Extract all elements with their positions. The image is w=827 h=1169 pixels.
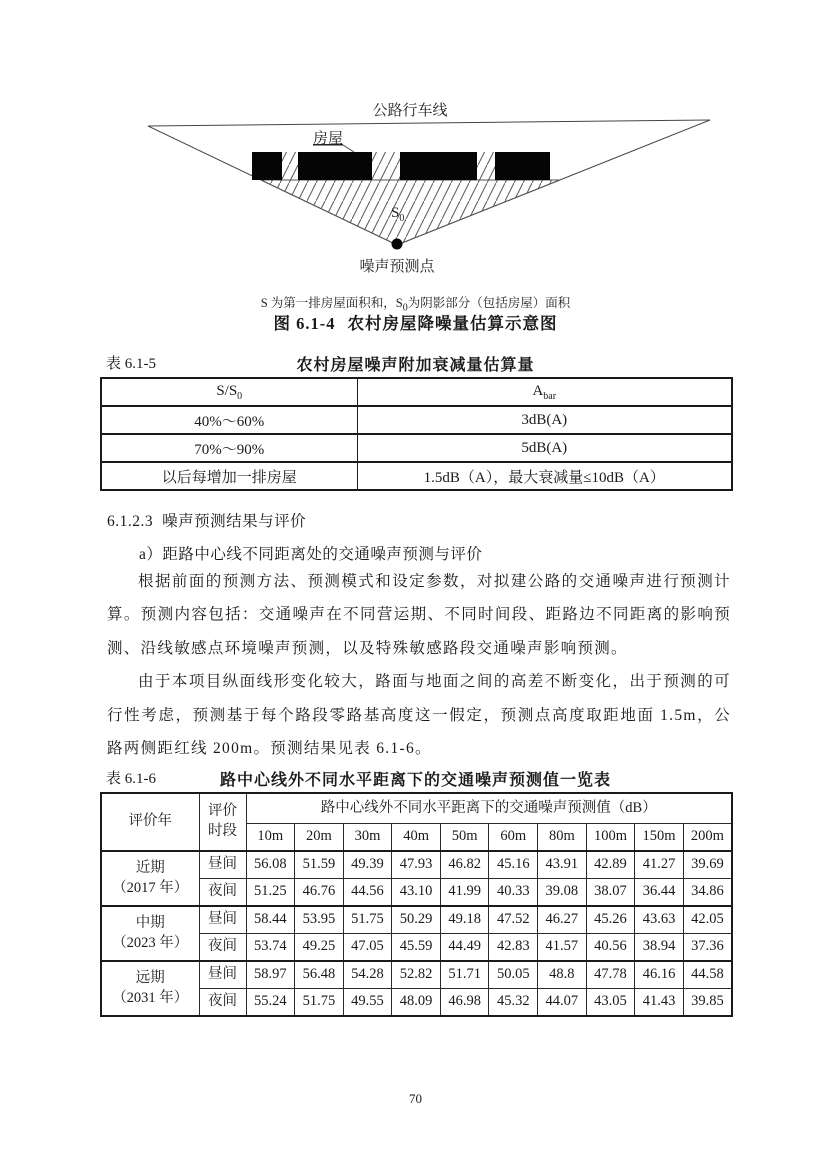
t2-value: 53.74: [246, 934, 295, 962]
paragraph: 由于本项目纵面线形变化较大，路面与地面之间的高差不断变化，出于预测的可行性考虑，预测基于每个路段零路基高度这一假定，预测点高度取距地面 1.5m，公路两侧距红线 200m。预测结果见表 6.1-6。: [107, 673, 731, 758]
t2-period-cell: 夜间: [199, 934, 246, 962]
t2-value: 36.44: [635, 879, 684, 907]
table-header-row: [101, 793, 732, 824]
table-row: [101, 462, 732, 490]
t2-value: 41.43: [635, 989, 684, 1017]
table1-caption: [100, 352, 731, 374]
t2-period-cell: 昼间: [199, 851, 246, 879]
t2-value: 48.09: [392, 989, 441, 1017]
t1-value: 5dB(A): [357, 434, 732, 462]
t2-value: 45.16: [489, 851, 538, 879]
t2-period-cell: 昼间: [199, 906, 246, 934]
t2-value: 40.56: [586, 934, 635, 962]
t2-distance: 40m: [392, 824, 441, 852]
t2-distance: 80m: [538, 824, 587, 852]
t2-distance: 10m: [246, 824, 295, 852]
t2-value: 45.32: [489, 989, 538, 1017]
t2-value: 56.48: [295, 961, 344, 989]
t2-value: 41.99: [440, 879, 489, 907]
table-row: [101, 851, 732, 879]
t2-value: 49.25: [295, 934, 344, 962]
t2-value: 51.71: [440, 961, 489, 989]
t1-header-abar: $A_{bar}$: [357, 378, 732, 406]
paragraph: 根据前面的预测方法、预测模式和设定参数，对拟建公路的交通噪声进行预测计算。预测内容包括：交通噪声在不同营运期、不同时间段、距路边不同距离的影响预测、沿线敏感点环境噪声预测，以及特殊敏感路段交通噪声影响预测。: [107, 573, 731, 657]
t2-value: 45.26: [586, 906, 635, 934]
t2-value: 55.24: [246, 989, 295, 1017]
t2-value: 37.36: [683, 934, 732, 962]
t2-distance: 150m: [635, 824, 684, 852]
t2-value: 46.98: [440, 989, 489, 1017]
t2-value: 45.59: [392, 934, 441, 962]
traffic-noise-prediction-table: [100, 792, 733, 1017]
attenuation-table: [100, 377, 733, 491]
house-rect: [495, 152, 550, 180]
t2-value: 49.18: [440, 906, 489, 934]
table-row: [101, 406, 732, 434]
t2-distance: 20m: [295, 824, 344, 852]
section-heading: [107, 509, 306, 531]
t2-value: 41.57: [538, 934, 587, 962]
t2-value: 42.89: [586, 851, 635, 879]
t2-value: 49.55: [343, 989, 392, 1017]
table2-title: 路中心线外不同水平距离下的交通噪声预测值一览表: [219, 772, 611, 789]
table2-number: 表 6.1-6: [106, 771, 156, 787]
t2-year-cell: 远期 （2031 年）: [101, 961, 199, 1016]
noise-point-dot: [392, 239, 403, 250]
table1-title: 农村房屋噪声附加衰减量估算量: [296, 357, 535, 374]
figure-note: S 为第一排房屋面积和，$S_0$为阴影部分（包括房屋）面积: [260, 296, 571, 314]
t2-value: 42.05: [683, 906, 732, 934]
t2-value: 39.85: [683, 989, 732, 1017]
t2-value: 58.97: [246, 961, 295, 989]
t2-value: 44.58: [683, 961, 732, 989]
t2-value: 51.59: [295, 851, 344, 879]
t2-value: 39.69: [683, 851, 732, 879]
t2-header-span: 路中心线外不同水平距离下的交通噪声预测值（dB）: [246, 793, 732, 824]
t2-value: 38.07: [586, 879, 635, 907]
t2-value: 41.27: [635, 851, 684, 879]
t2-value: 40.33: [489, 879, 538, 907]
t2-header-period: 评价 时段: [199, 793, 246, 851]
house-rect: [252, 152, 282, 180]
t2-period-cell: 昼间: [199, 961, 246, 989]
t1-range: 40%～60%: [101, 406, 357, 434]
t2-value: 44.56: [343, 879, 392, 907]
t2-value: 52.82: [392, 961, 441, 989]
t1-range: 70%～90%: [101, 434, 357, 462]
t2-header-year: 评价年: [101, 793, 199, 851]
table2-caption: [100, 767, 731, 789]
t1-value: 1.5dB（A），最大衰减量≤10dB（A）: [357, 462, 732, 490]
road-line-label: 公路行车线: [372, 103, 448, 119]
table-row: [101, 961, 732, 989]
t2-value: 46.27: [538, 906, 587, 934]
t2-value: 39.08: [538, 879, 587, 907]
road-line: [148, 120, 710, 126]
section-title: 噪声预测结果与评价: [162, 513, 307, 530]
t2-period-cell: 夜间: [199, 989, 246, 1017]
section-item-a: a）距路中心线不同距离处的交通噪声预测与评价: [139, 546, 483, 563]
noise-reduction-schematic: [100, 93, 731, 285]
house-leader-line: [343, 145, 354, 152]
house-rect: [400, 152, 477, 180]
page-number: 70: [409, 1091, 422, 1106]
t2-value: 53.95: [295, 906, 344, 934]
t2-distance: 200m: [683, 824, 732, 852]
t2-period-cell: 夜间: [199, 879, 246, 907]
t2-value: 50.05: [489, 961, 538, 989]
t2-value: 44.49: [440, 934, 489, 962]
house-rect: [298, 152, 372, 180]
table1-number: 表 6.1-5: [106, 356, 156, 372]
t2-value: 54.28: [343, 961, 392, 989]
t2-value: 47.52: [489, 906, 538, 934]
t2-distance: 30m: [343, 824, 392, 852]
table-row: [101, 378, 732, 406]
t2-distance: 100m: [586, 824, 635, 852]
shadow-area-label: $S_0$: [391, 205, 405, 224]
t2-value: 47.78: [586, 961, 635, 989]
house-label: 房屋: [312, 131, 344, 147]
t2-distance: 60m: [489, 824, 538, 852]
t1-header-ratio: $S/S_0$: [101, 378, 357, 406]
noise-point-label: 噪声预测点: [359, 259, 435, 275]
section-number: 6.1.2.3: [107, 513, 154, 530]
t2-distance: 50m: [440, 824, 489, 852]
t2-year-cell: 近期 （2017 年）: [101, 851, 199, 906]
t2-value: 44.07: [538, 989, 587, 1017]
t2-value: 46.76: [295, 879, 344, 907]
t2-value: 42.83: [489, 934, 538, 962]
t2-value: 38.94: [635, 934, 684, 962]
t2-value: 43.91: [538, 851, 587, 879]
t2-value: 49.39: [343, 851, 392, 879]
t1-range: 以后每增加一排房屋: [101, 462, 357, 490]
figure-title: 农村房屋降噪量估算示意图: [347, 314, 558, 333]
t2-value: 43.63: [635, 906, 684, 934]
t2-value: 43.05: [586, 989, 635, 1017]
t2-value: 34.86: [683, 879, 732, 907]
shadow-gap: [372, 152, 400, 180]
t2-value: 48.8: [538, 961, 587, 989]
t2-value: 58.44: [246, 906, 295, 934]
body-paragraphs: [107, 565, 731, 765]
table-row: [101, 906, 732, 934]
t2-value: 51.75: [295, 989, 344, 1017]
t2-value: 47.93: [392, 851, 441, 879]
t1-value: 3dB(A): [357, 406, 732, 434]
figure-caption: [100, 310, 731, 334]
t2-value: 50.29: [392, 906, 441, 934]
t2-value: 47.05: [343, 934, 392, 962]
shadow-gap: [477, 152, 495, 180]
t2-value: 46.16: [635, 961, 684, 989]
t2-value: 46.82: [440, 851, 489, 879]
t2-value: 43.10: [392, 879, 441, 907]
t2-value: 51.25: [246, 879, 295, 907]
t2-year-cell: 中期 （2023 年）: [101, 906, 199, 961]
t2-value: 56.08: [246, 851, 295, 879]
figure-number: 图 6.1-4: [273, 314, 336, 333]
shadow-area: [261, 180, 560, 245]
shadow-gap: [282, 152, 298, 180]
t2-value: 51.75: [343, 906, 392, 934]
table-row: [101, 434, 732, 462]
